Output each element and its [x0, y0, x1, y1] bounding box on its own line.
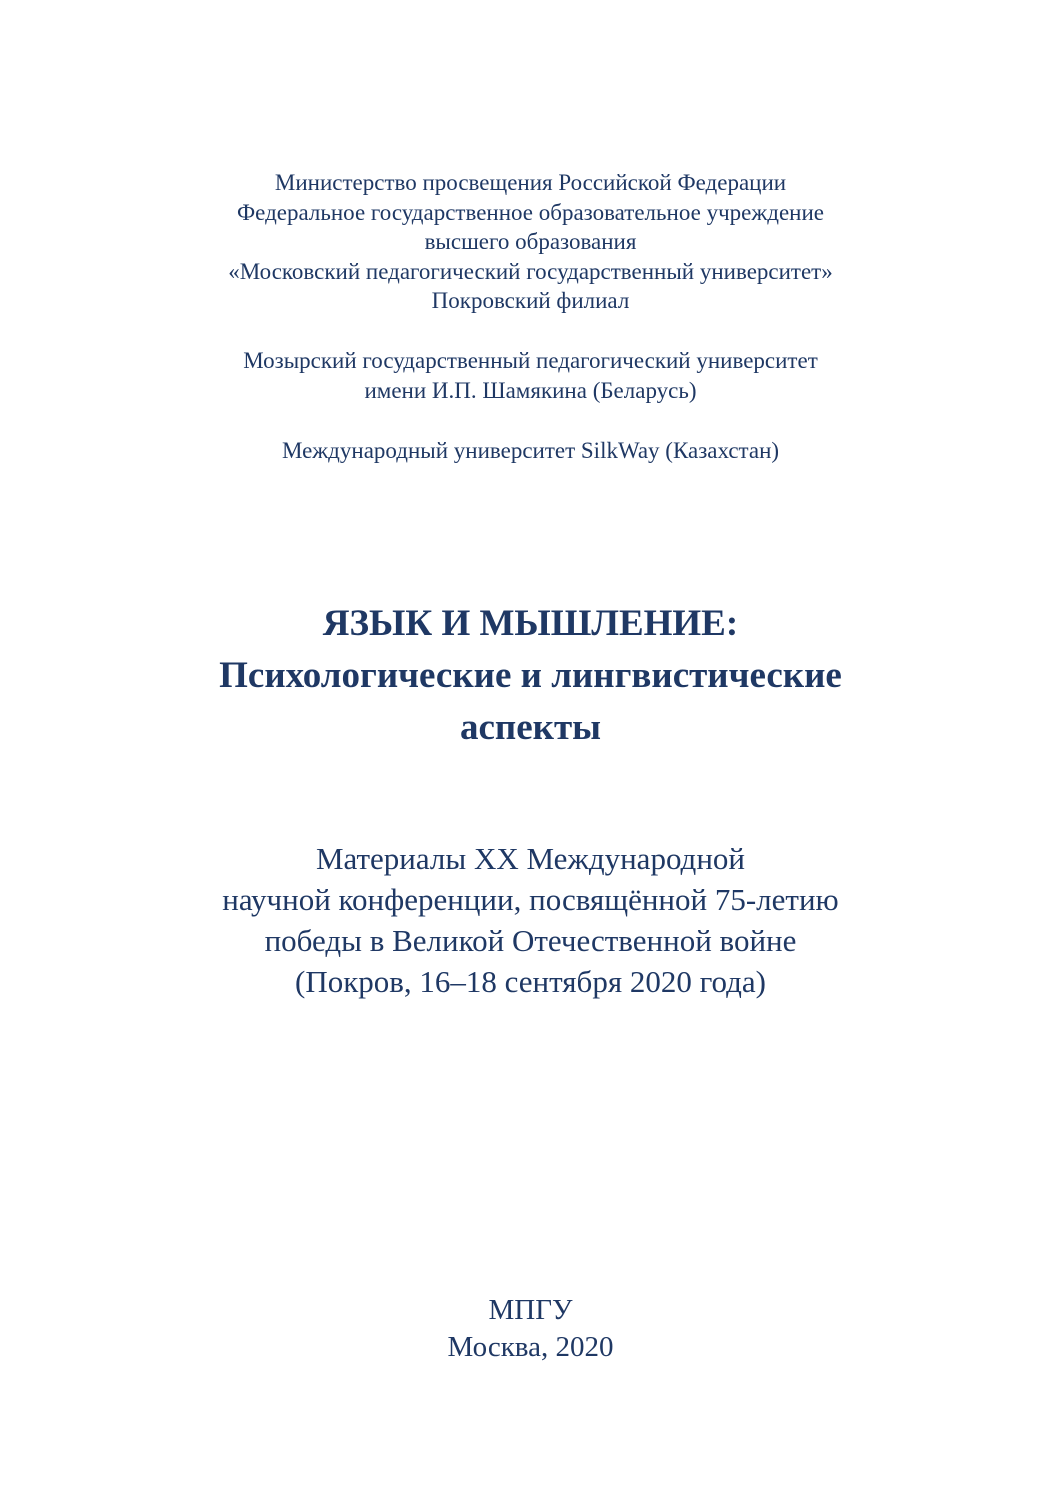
organization-line: Покровский филиал [431, 288, 630, 313]
organization-line: Министерство просвещения Российской Федерации [274, 170, 787, 195]
organization-line: «Московский педагогический государственный университет» [228, 258, 833, 284]
subtitle-line: научной конференции, посвящённой 75-летию [222, 882, 839, 917]
publisher: МПГУ [488, 1294, 573, 1326]
title-line: ЯЗЫК И МЫШЛЕНИЕ: [322, 603, 739, 644]
subtitle-line: Материалы XX Международной [315, 841, 746, 876]
organization-block-mozyr [0, 346, 1061, 405]
place-year: Москва, 2020 [447, 1331, 614, 1363]
book-title [0, 598, 1061, 754]
organization-line: высшего образования [424, 229, 637, 254]
title-line: Психологические и лингвистические [219, 655, 842, 696]
organization-block-silkway [0, 436, 1061, 466]
organization-line: Федеральное государственное образовательное учреждение [237, 199, 824, 225]
book-subtitle [0, 838, 1061, 1002]
subtitle-line: (Покров, 16–18 сентября 2020 года) [295, 964, 766, 999]
subtitle-line: победы в Великой Отечественной войне [264, 923, 797, 958]
title-line: аспекты [459, 707, 602, 748]
organization-line: имени И.П. Шамякина (Беларусь) [364, 377, 697, 403]
organization-line: Международный университет SilkWay (Казахстан) [281, 438, 780, 463]
imprint [0, 1292, 1061, 1366]
organization-block-ministry [0, 168, 1061, 316]
organization-line: Мозырский государственный педагогический университет [243, 348, 818, 373]
